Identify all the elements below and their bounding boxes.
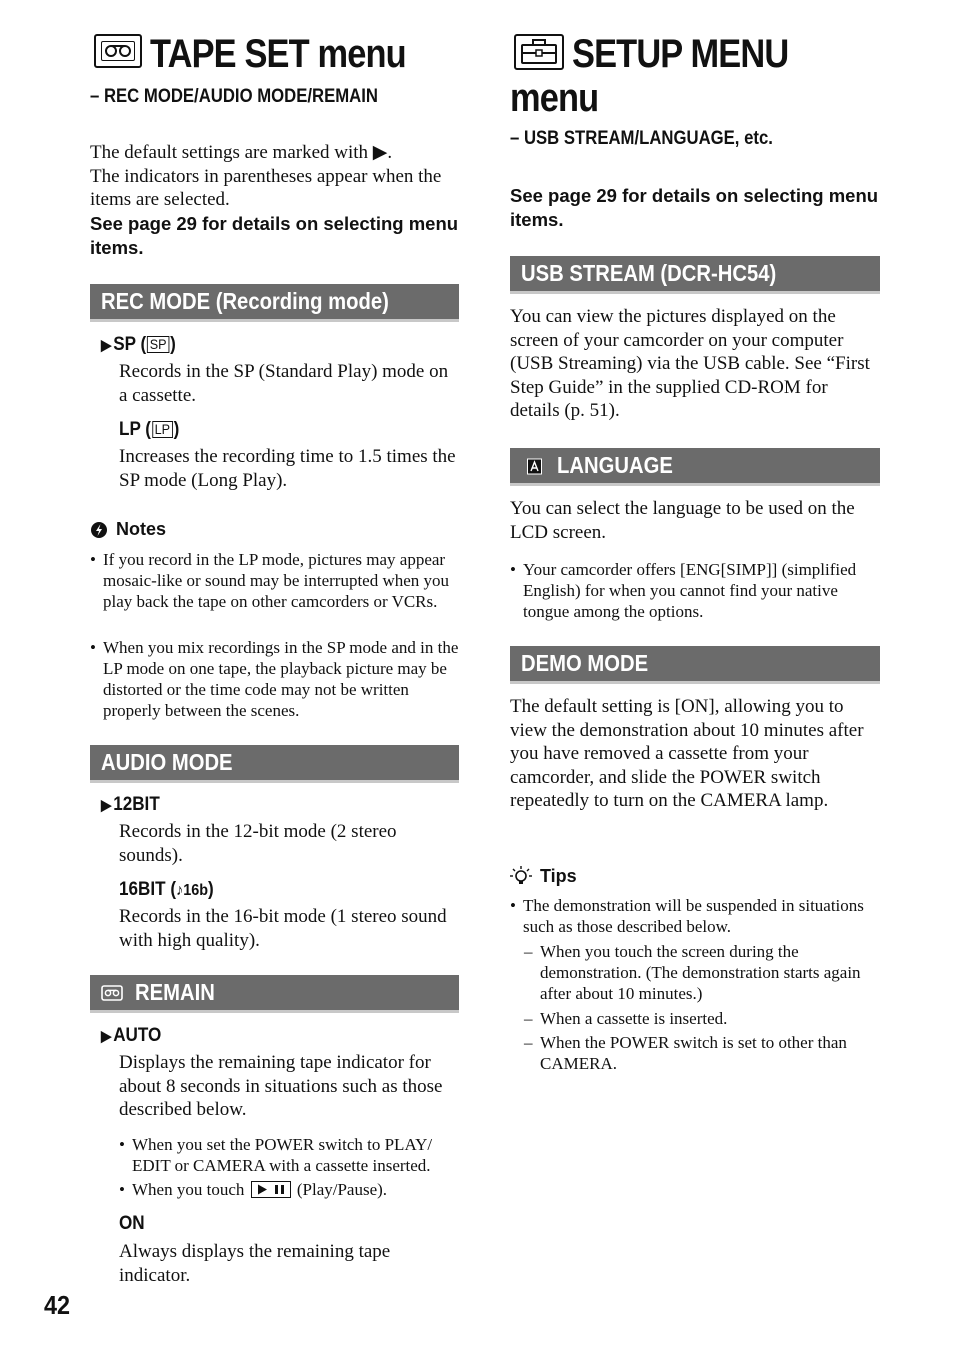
setup-menu-title-row (514, 32, 824, 76)
sp-indicator-icon: SP (147, 336, 169, 353)
auto-description: Displays the remaining tape indicator for about 8 seconds in situations such as those described below. (119, 1052, 443, 1120)
lp-indicator-icon: LP (152, 421, 173, 438)
tips-dash-item: – When a cassette is inserted. (524, 1008, 880, 1029)
16bit-indicator-icon: ♪16b (176, 882, 209, 899)
default-marker-icon: ▶ (101, 797, 112, 814)
option-lp: LP ( LP ) (119, 419, 180, 440)
lightbulb-icon (510, 865, 532, 887)
page-number: 42 (44, 1290, 71, 1320)
tips-heading: Tips (510, 865, 577, 887)
see-page-note: See page 29 for details on selecting menu items. (510, 185, 879, 230)
language-bullet: • Your camcorder offers [ENG[SIMP]] (simplified English) for when you cannot find your native tongue among the options. (510, 559, 880, 622)
intro-text: The default settings are marked with ▶. The indicators in parentheses appear when the items are selected. (90, 142, 442, 210)
page-subtitle: – REC MODE/AUDIO MODE/REMAIN (90, 86, 378, 107)
default-marker-icon: ▶ (101, 337, 112, 354)
page-title-line2: menu (510, 76, 599, 120)
note-item: • When you mix recordings in the SP mode and in the LP mode on one tape, the playback picture may be distorted or the time code may not be written properly between the scenes. (90, 637, 459, 721)
play-pause-icon (251, 1181, 291, 1198)
language-heading: LANGUAGE (510, 448, 880, 486)
option-sp: ▶SP ( SP ) (101, 334, 176, 355)
cassette-icon (94, 34, 142, 68)
tips-dash-item: – When you touch the screen during the demonstration. (The demonstration starts again after about 10 minutes.) (524, 941, 880, 1004)
on-description: Always displays the remaining tape indicator. (119, 1241, 391, 1286)
page-subtitle: – USB STREAM/LANGUAGE, etc. (510, 128, 773, 149)
usb-stream-heading: USB STREAM (DCR-HC54) (510, 256, 880, 294)
option-12bit: ▶12BIT (101, 794, 160, 815)
option-16bit: 16BIT (♪16b) (119, 879, 214, 900)
12bit-description: Records in the 12-bit mode (2 stereo sounds). (119, 821, 397, 866)
tips-dash-item: – When the POWER switch is set to other than CAMERA. (524, 1032, 880, 1074)
remain-heading: REMAIN (90, 975, 459, 1013)
lp-description: Increases the recording time to 1.5 times the SP mode (Long Play). (119, 446, 456, 491)
option-auto: ▶AUTO (101, 1025, 162, 1046)
language-description: You can select the language to be used on the LCD screen. (510, 498, 855, 543)
audio-mode-heading: AUDIO MODE (90, 745, 459, 783)
tape-set-title-row (94, 32, 447, 76)
toolbox-icon (514, 34, 564, 70)
remain-bullet: • When you touch (Play/Pause). (119, 1179, 462, 1200)
option-on: ON (119, 1213, 145, 1234)
demo-mode-heading: DEMO MODE (510, 646, 880, 684)
default-marker-icon: ▶ (101, 1028, 112, 1045)
rec-mode-heading: REC MODE (Recording mode) (90, 284, 459, 322)
note-item: • If you record in the LP mode, pictures may appear mosaic-like or sound may be interrupted when you play back the tape on other camcorders or VCRs. (90, 549, 459, 612)
remain-bullet: • When you set the POWER switch to PLAY/ EDIT or CAMERA with a cassette inserted. (119, 1134, 462, 1176)
notes-icon (90, 521, 108, 539)
language-icon (527, 457, 543, 475)
demo-mode-description: The default setting is [ON], allowing you to view the demonstration about 10 minutes after you have removed a cassette from your camcorder, and slide the POWER switch repeatedly to turn on the CAMERA lamp. (510, 696, 864, 811)
see-page-note: See page 29 for details on selecting menu items. (90, 213, 459, 258)
page-title: SETUP MENU (572, 32, 789, 76)
notes-heading: Notes (90, 519, 166, 540)
tips-bullet: • The demonstration will be suspended in situations such as those described below. (510, 895, 880, 937)
tape-remain-icon (101, 985, 123, 1001)
usb-stream-description: You can view the pictures displayed on the screen of your camcorder on your computer (USB Streaming) via the USB cable. See “First Step Guide” in the supplied CD-ROM for details (p. 51). (510, 306, 870, 421)
sp-description: Records in the SP (Standard Play) mode on a cassette. (119, 361, 449, 406)
page-title: TAPE SET menu (150, 32, 406, 76)
16bit-description: Records in the 16-bit mode (1 stereo sound with high quality). (119, 906, 447, 951)
